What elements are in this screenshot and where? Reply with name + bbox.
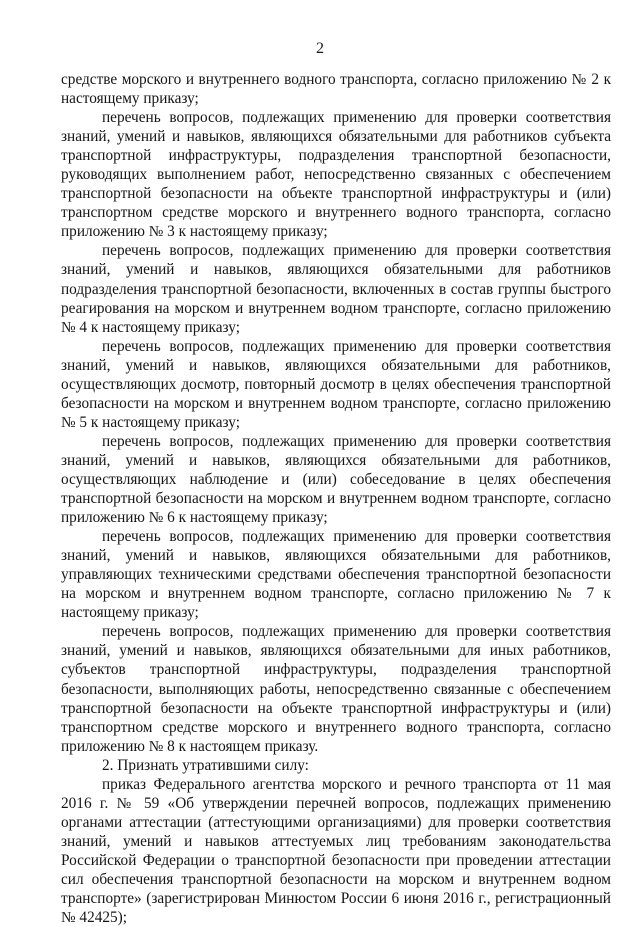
paragraph: средстве морского и внутреннего водного транспорта, согласно приложению № 2 к настоящему приказу; bbox=[61, 71, 611, 108]
paragraph: перечень вопросов, подлежащих применению для проверки соответствия знаний, умений и навыков, являющихся обязательными для работников, управляющих техническими средствами обеспечения транспортной безопасности на морском и внутреннем водном транспорте, согласно приложению № 7 к настоящему приказу; bbox=[61, 528, 611, 622]
paragraph: перечень вопросов, подлежащих применению для проверки соответствия знаний, умений и навыков, являющихся обязательными для работников субъекта транспортной инфраструктуры, подразделения транспортной безопасности, руководящих выполнением работ, непосредственно связанных с обеспечением транспортной безопасности на объекте транспортной инфраструктуры и (или) транспортном средстве морского и внутреннего водного транспорта, согласно приложению № 3 к настоящему приказу; bbox=[61, 109, 611, 241]
paragraph: перечень вопросов, подлежащих применению для проверки соответствия знаний, умений и навыков, являющихся обязательными для работников, осуществляющих досмотр, повторный досмотр в целях обеспечения транспортной безопасности на морском и внутреннем водном транспорте, согласно приложению № 5 к настоящему приказу; bbox=[61, 337, 611, 431]
paragraph: перечень вопросов, подлежащих применению для проверки соответствия знаний, умений и навыков, являющихся обязательными для иных работников, субъектов транспортной инфраструктуры, подразделения транспортной безопасности, выполняющих работы, непосредственно связанные с обеспечением транспортной безопасности на объекте транспортной инфраструктуры и (или) транспортном средстве морского и внутреннего водного транспорта, согласно приложению № 8 к настоящем приказу. bbox=[61, 623, 611, 755]
paragraph: перечень вопросов, подлежащих применению для проверки соответствия знаний, умений и навыков, являющихся обязательными для работников подразделения транспортной безопасности, включенных в состав группы быстрого реагирования на морском и внутреннем водном транспорте, согласно приложению № 4 к настоящему приказу; bbox=[61, 242, 611, 336]
page-number: 2 bbox=[316, 40, 324, 57]
paragraph: приказ Федерального агентства морского и речного транспорта от 11 мая 2016 г. № 59 «Об утверждении перечней вопросов, подлежащих применению органами аттестации (аттестующими организациями) для проверки соответствия знаний, умений и навыков аттестуемых лиц требованиям законодательства Российской Федерации о транспортной безопасности при проведении аттестации сил обеспечения транспортной безопасности на морском и внутреннем водном транспорте» (зарегистрирован Минюстом России 6 июня 2016 г., регистрационный № 42425); bbox=[61, 775, 611, 927]
document-body bbox=[61, 70, 611, 927]
paragraph: перечень вопросов, подлежащих применению для проверки соответствия знаний, умений и навыков, являющихся обязательными для работников, осуществляющих наблюдение и (или) собеседование в целях обеспечения транспортной безопасности на морском и внутреннем водном транспорте, согласно приложению № 6 к настоящему приказу; bbox=[61, 432, 611, 527]
section-heading: 2. Признать утратившими силу: bbox=[102, 756, 309, 774]
